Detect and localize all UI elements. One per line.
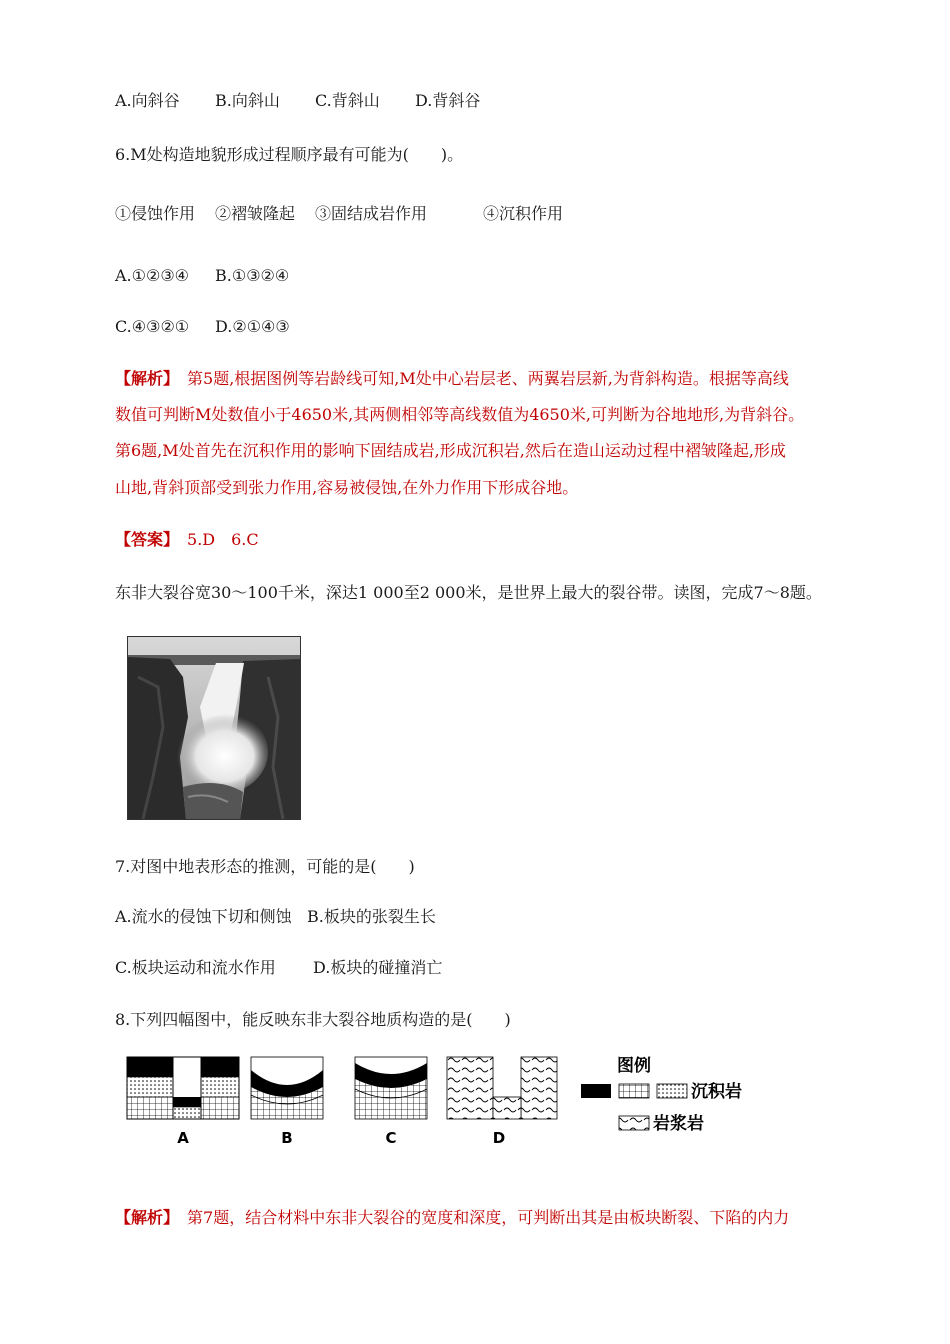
- q6-option-a: A.①②③④: [115, 266, 190, 285]
- legend-title: 图例: [617, 1056, 651, 1076]
- q6-steps: [115, 204, 563, 224]
- legend-swatch-black: [581, 1084, 611, 1098]
- q6-stem: 6.M处构造地貌形成过程顺序最有可能为( )。: [115, 145, 464, 164]
- diagram-c: [355, 1056, 427, 1119]
- legend-swatch-grid: [619, 1084, 649, 1098]
- q6-option-c: C.④③②①: [115, 317, 190, 336]
- analysis-tag: 【解析】: [115, 369, 172, 388]
- q6-step-2: ②褶皱隆起: [215, 204, 296, 223]
- q6-step-3: ③固结成岩作用: [315, 204, 428, 223]
- legend-swatch-wave: [619, 1116, 649, 1130]
- q6-option-b: B.①③②④: [215, 266, 290, 285]
- q7-option-d: D.板块的碰撞消亡: [313, 958, 443, 977]
- q5-option-a: A.向斜谷: [115, 91, 180, 110]
- q5-options: [115, 91, 480, 111]
- legend: [581, 1055, 742, 1134]
- diagram-label-d: D: [492, 1129, 506, 1147]
- analysis-2-line-1: 【解析】 第7题，结合材料中东非大裂谷的宽度和深度，可判断出其是由板块断裂、下陷的内力: [115, 1208, 790, 1227]
- intro-text: 东非大裂谷宽30～100千米，深达1 000至2 000米，是世界上最大的裂谷带。读图，完成7～8题。: [115, 583, 822, 602]
- answer-tag: 【答案】: [115, 530, 172, 549]
- analysis-1-line-2: 数值可判断M处数值小于4650米,其两侧相邻等高线数值为4650米,可判断为谷地地形,为背斜谷。: [115, 405, 805, 424]
- diagram-b: [251, 1057, 323, 1119]
- legend-sedimentary-label: 沉积岩: [691, 1082, 742, 1102]
- analysis-1-line-3: 第6题,M处首先在沉积作用的影响下固结成岩,形成沉积岩,然后在造山运动过程中褶皱隆起,形成: [115, 441, 786, 460]
- q8-stem: 8.下列四幅图中，能反映东非大裂谷地质构造的是( ): [115, 1010, 511, 1029]
- rift-waterfall-photo: [127, 636, 301, 820]
- q6-options-row2: [115, 317, 290, 337]
- q7-options-row1: [115, 907, 436, 927]
- diagram-label-c: C: [385, 1129, 397, 1147]
- analysis-1-line-4: 山地,背斜顶部受到张力作用,容易被侵蚀,在外力作用下形成谷地。: [115, 478, 579, 497]
- q7-stem: 7.对图中地表形态的推测，可能的是( ): [115, 857, 415, 876]
- diagram-label-a: A: [177, 1129, 189, 1147]
- diagram-d: [447, 1057, 557, 1119]
- q7-option-b: B.板块的张裂生长: [307, 907, 436, 926]
- q6-options-row1: [115, 266, 289, 286]
- q5-option-c: C.背斜山: [315, 91, 380, 110]
- analysis-2-tag: 【解析】: [115, 1208, 172, 1227]
- q5-option-b: B.向斜山: [215, 91, 280, 110]
- q5-option-d: D.背斜谷: [415, 91, 481, 110]
- answer-text: 5.D 6.C: [187, 530, 259, 549]
- q7-option-c: C.板块运动和流水作用: [115, 958, 276, 977]
- q6-step-1: ①侵蚀作用: [115, 204, 196, 223]
- q7-options-row2: [115, 958, 442, 978]
- diagram-label-b: B: [281, 1129, 293, 1147]
- q6-option-d: D.②①④③: [215, 317, 290, 336]
- legend-magmatic-label: 岩浆岩: [653, 1114, 704, 1134]
- legend-swatch-dots: [657, 1084, 687, 1098]
- analysis-1-line-1: 【解析】 第5题,根据图例等岩龄线可知,M处中心岩层老、两翼岩层新,为背斜构造。根据等高线: [115, 369, 789, 388]
- q6-step-4: ④沉积作用: [483, 204, 564, 223]
- geologic-structure-diagrams: [125, 1055, 765, 1150]
- diagram-a: [127, 1057, 239, 1119]
- q7-option-a: A.流水的侵蚀下切和侧蚀: [115, 907, 292, 926]
- answer-line: [115, 530, 259, 550]
